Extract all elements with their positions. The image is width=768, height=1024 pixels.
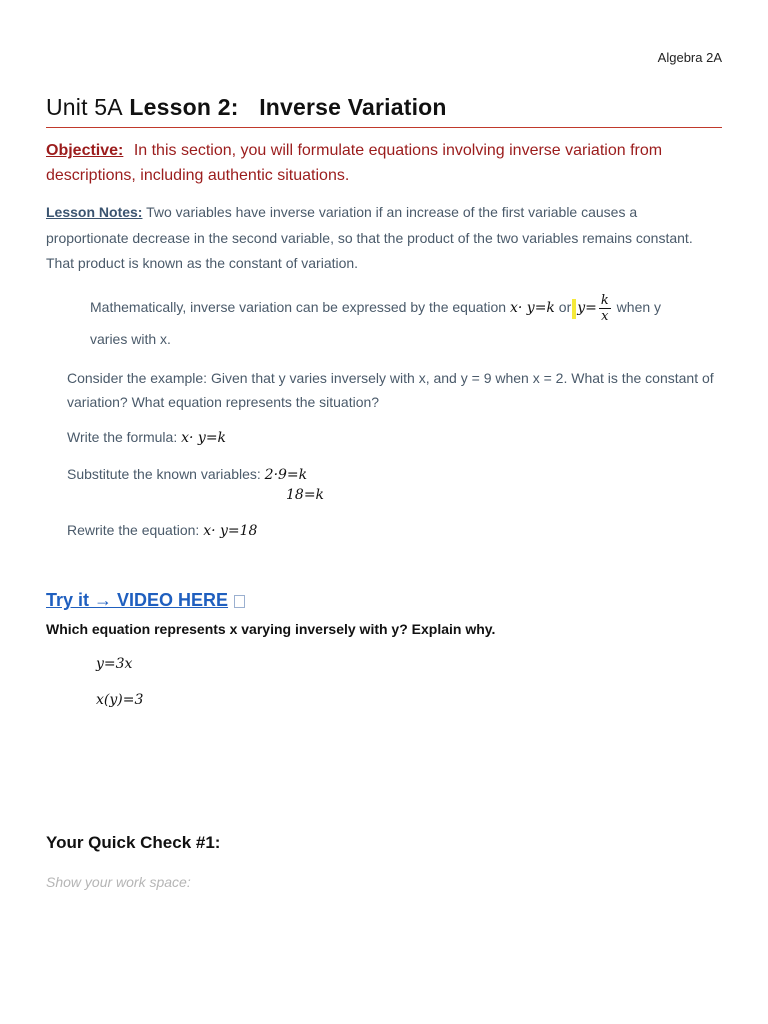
step2-equation: 2·9=k bbox=[264, 467, 308, 483]
work-space-placeholder[interactable]: Show your work space: bbox=[46, 874, 191, 890]
step-rewrite bbox=[67, 522, 257, 539]
option-2: x(y)=3 bbox=[96, 692, 144, 708]
lesson-notes-text: Two variables have inverse variation if an increase of the first variable causes a proportionate decrease in the second variable, so that the product of the two variables remains constant. That product is known as the constant of variation. bbox=[46, 204, 693, 271]
step2-result-equation: 18=k bbox=[286, 487, 325, 503]
math-intro-text: Mathematically, inverse variation can be expressed by the equation bbox=[90, 299, 507, 316]
step-write-formula bbox=[67, 429, 226, 446]
course-label: Algebra 2A bbox=[657, 50, 722, 65]
fraction-numerator: k bbox=[600, 293, 609, 308]
quick-check-heading: Your Quick Check #1: bbox=[46, 833, 221, 852]
step1-label: Write the formula: bbox=[67, 429, 178, 445]
step3-equation: x· y=18 bbox=[203, 523, 258, 539]
varies-text: varies with x. bbox=[90, 331, 171, 347]
step1-equation: x· y=k bbox=[181, 430, 227, 446]
video-icon[interactable] bbox=[234, 595, 245, 608]
or-text: or bbox=[558, 299, 572, 316]
option-1: y=3x bbox=[96, 656, 133, 672]
equation-fraction bbox=[599, 294, 611, 323]
page-title bbox=[46, 94, 722, 128]
unit-label: Unit 5A bbox=[46, 94, 123, 120]
when-text: when y bbox=[616, 299, 662, 316]
step3-label: Rewrite the equation: bbox=[67, 522, 200, 538]
math-definition bbox=[90, 294, 720, 323]
lesson-label: Lesson 2: bbox=[129, 94, 239, 120]
lesson-notes-section bbox=[46, 200, 722, 277]
highlight-marker bbox=[572, 299, 576, 319]
video-link[interactable]: Try it → VIDEO HERE bbox=[46, 590, 229, 610]
objective-label: Objective: bbox=[46, 142, 124, 159]
topic-label: Inverse Variation bbox=[259, 94, 447, 120]
step2-label: Substitute the known variables: bbox=[67, 466, 261, 482]
fraction-denominator: x bbox=[601, 309, 609, 324]
step-substitute bbox=[67, 466, 307, 483]
objective-section bbox=[46, 139, 722, 188]
lesson-notes-label: Lesson Notes: bbox=[46, 204, 143, 220]
try-it-question: Which equation represents x varying inversely with y? Explain why. bbox=[46, 621, 496, 637]
objective-text: In this section, you will formulate equations involving inverse variation from descriptions, including authentic situations. bbox=[46, 142, 663, 184]
equation-product: x· y=k bbox=[509, 300, 555, 317]
equation-quotient-lhs: y= bbox=[577, 300, 597, 317]
example-text: Consider the example: Given that y varies inversely with x, and y = 9 when x = 2. What is the constant of variation? What equation represents the situation? bbox=[67, 370, 714, 410]
try-it-heading bbox=[46, 590, 245, 611]
